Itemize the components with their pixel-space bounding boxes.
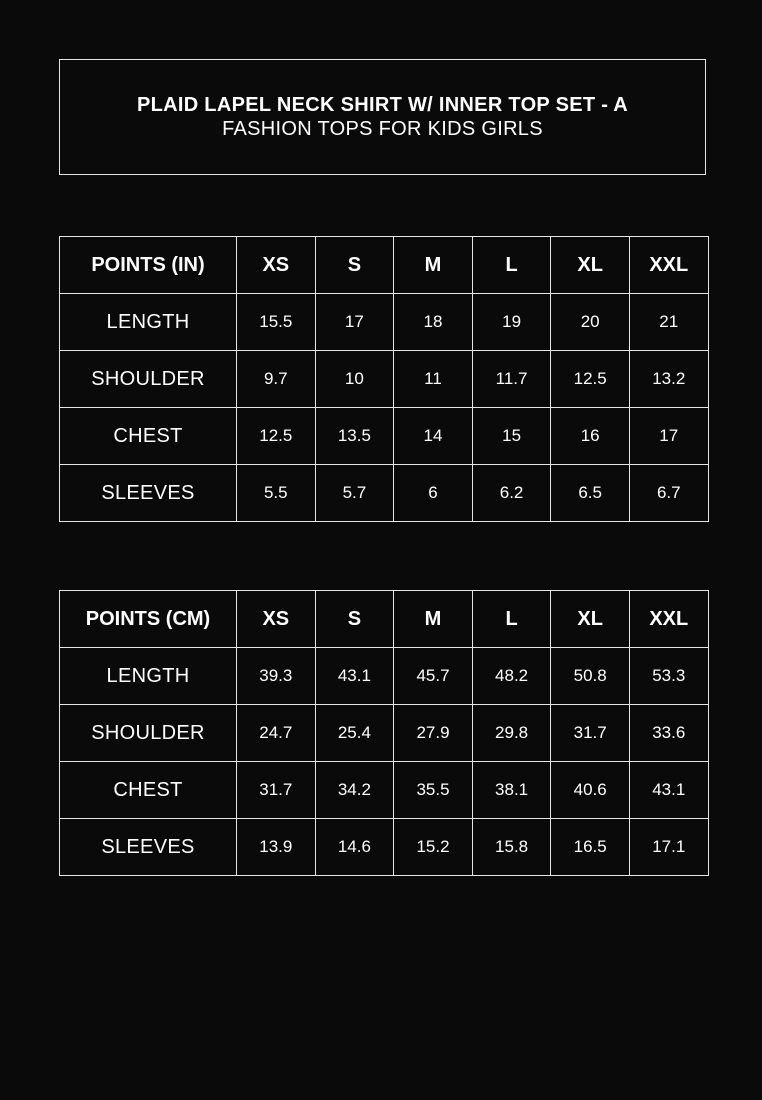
table-cell: 48.2	[472, 648, 551, 705]
table-cell: 15.2	[394, 819, 473, 876]
table-cell: 15	[472, 408, 551, 465]
table-cell: 15.8	[472, 819, 551, 876]
table-cell: 16.5	[551, 819, 630, 876]
table-cell: 24.7	[237, 705, 316, 762]
row-label: CHEST	[60, 762, 237, 819]
header-cell-l: L	[472, 591, 551, 648]
table-cell: 27.9	[394, 705, 473, 762]
row-label: CHEST	[60, 408, 237, 465]
header-cell-xs: XS	[237, 591, 316, 648]
table-row	[60, 408, 709, 465]
header-cell-xl: XL	[551, 237, 630, 294]
header-cell-points: POINTS (IN)	[60, 237, 237, 294]
table-row	[60, 705, 709, 762]
row-label: SLEEVES	[60, 465, 237, 522]
table-cell: 13.5	[315, 408, 394, 465]
table-cell: 31.7	[551, 705, 630, 762]
header-cell-s: S	[315, 237, 394, 294]
table-cell: 17	[315, 294, 394, 351]
header-cell-points: POINTS (CM)	[60, 591, 237, 648]
table-cell: 6.5	[551, 465, 630, 522]
table-cell: 43.1	[629, 762, 708, 819]
table-cell: 53.3	[629, 648, 708, 705]
table-row	[60, 351, 709, 408]
table-cell: 14	[394, 408, 473, 465]
table-cell: 11	[394, 351, 473, 408]
table-row	[60, 819, 709, 876]
table-cell: 13.9	[237, 819, 316, 876]
header-cell-m: M	[394, 237, 473, 294]
table-cell: 17	[629, 408, 708, 465]
table-cell: 5.5	[237, 465, 316, 522]
table-cell: 31.7	[237, 762, 316, 819]
row-label: SHOULDER	[60, 351, 237, 408]
table-cell: 35.5	[394, 762, 473, 819]
header-cell-xxl: XXL	[629, 591, 708, 648]
table-cell: 39.3	[237, 648, 316, 705]
table-header-row	[60, 237, 709, 294]
header-cell-xs: XS	[237, 237, 316, 294]
table-cell: 25.4	[315, 705, 394, 762]
table-cell: 12.5	[237, 408, 316, 465]
table-cell: 17.1	[629, 819, 708, 876]
size-table-inches	[59, 236, 709, 522]
row-label: SLEEVES	[60, 819, 237, 876]
table-cell: 14.6	[315, 819, 394, 876]
table-cell: 45.7	[394, 648, 473, 705]
header-cell-s: S	[315, 591, 394, 648]
table-cell: 29.8	[472, 705, 551, 762]
table-cell: 11.7	[472, 351, 551, 408]
row-label: LENGTH	[60, 648, 237, 705]
table-cell: 19	[472, 294, 551, 351]
table-cell: 6.7	[629, 465, 708, 522]
table-cell: 5.7	[315, 465, 394, 522]
table-cell: 16	[551, 408, 630, 465]
table-cell: 6.2	[472, 465, 551, 522]
table-cell: 33.6	[629, 705, 708, 762]
title-box	[59, 59, 706, 175]
header-cell-m: M	[394, 591, 473, 648]
size-table-centimeters	[59, 590, 709, 876]
table-cell: 13.2	[629, 351, 708, 408]
page-title: PLAID LAPEL NECK SHIRT W/ INNER TOP SET - A	[136, 94, 629, 116]
page-subtitle: FASHION TOPS FOR KIDS GIRLS	[222, 118, 543, 140]
table-cell: 50.8	[551, 648, 630, 705]
table-cell: 18	[394, 294, 473, 351]
row-label: SHOULDER	[60, 705, 237, 762]
table-cell: 40.6	[551, 762, 630, 819]
table-cell: 38.1	[472, 762, 551, 819]
header-cell-xxl: XXL	[629, 237, 708, 294]
table-cell: 21	[629, 294, 708, 351]
table-cell: 9.7	[237, 351, 316, 408]
table-cell: 10	[315, 351, 394, 408]
table-row	[60, 294, 709, 351]
header-cell-xl: XL	[551, 591, 630, 648]
table-cell: 15.5	[237, 294, 316, 351]
table-header-row	[60, 591, 709, 648]
table-row	[60, 648, 709, 705]
row-label: LENGTH	[60, 294, 237, 351]
table-cell: 34.2	[315, 762, 394, 819]
table-row	[60, 465, 709, 522]
table-cell: 6	[394, 465, 473, 522]
header-cell-l: L	[472, 237, 551, 294]
table-row	[60, 762, 709, 819]
table-cell: 12.5	[551, 351, 630, 408]
table-cell: 43.1	[315, 648, 394, 705]
table-cell: 20	[551, 294, 630, 351]
